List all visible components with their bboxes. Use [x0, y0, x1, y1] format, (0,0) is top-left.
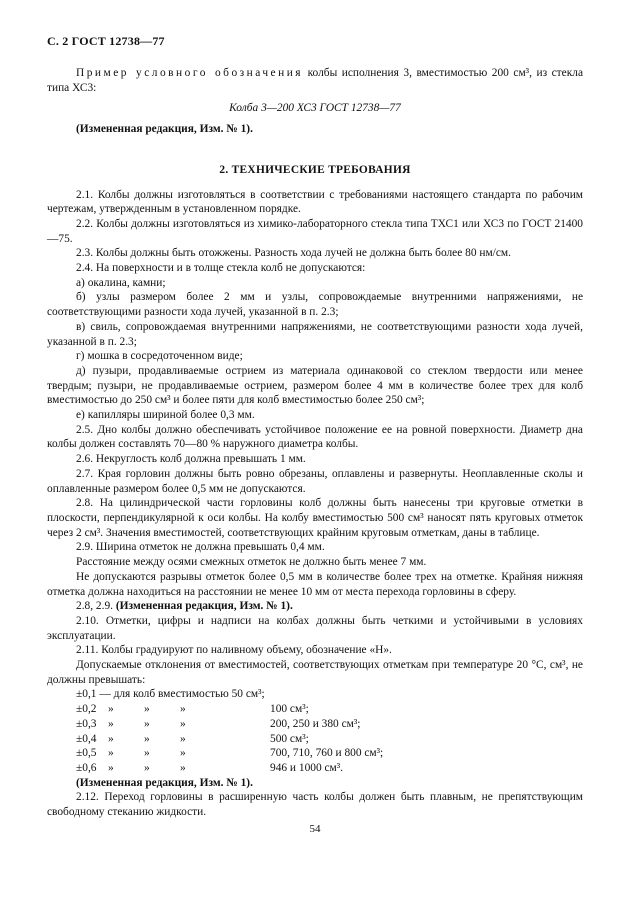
ditto-mark: »: [144, 732, 150, 745]
example-label: Пример условного обозначения: [76, 67, 304, 79]
designation-example: [47, 66, 583, 95]
example-text: колбы исполнения 3, вместимостью 200 см³, из стекла типа ХС3:: [47, 67, 583, 94]
paragraph: 2.1. Колбы должны изготовляться в соответствии с требованиями настоящего стандарта по рабочим чертежам, утвержденным в установленном порядке.: [47, 188, 583, 216]
page-number: 54: [309, 823, 321, 835]
paragraph: Расстояние между осями смежных отметок не должно быть менее 7 мм.: [76, 556, 427, 569]
paragraph: 2.12. Переход горловины в расширенную часть колбы должен быть плавным, не препятствующим свободному стеканию жидкости.: [47, 791, 583, 819]
tolerance-value: ±0,6: [76, 761, 97, 774]
paragraph: 2.6. Некруглость колб должна превышать 1 мм.: [76, 453, 306, 466]
tolerance-value: ±0,5: [76, 747, 97, 760]
ditto-mark: »: [108, 747, 114, 760]
paragraph: 2.7. Края горловин должны быть ровно обрезаны, оплавлены и развернуты. Неоплавленные сколы и оплавленные размером более 0,5 мм не допускаются.: [47, 467, 583, 495]
designation-formula: Колба 3—200 ХС3 ГОСТ 12738—77: [229, 102, 401, 115]
tolerance-row: [76, 746, 583, 761]
ditto-mark: »: [144, 717, 150, 730]
amendment-note: [47, 599, 583, 614]
tolerance-row: [76, 761, 583, 776]
paragraph: 2.8. На цилиндрической части горловины колб должны быть нанесены три круговые отметки в плоскости, перпендикулярной к оси колбы. На колбу вместимостью 500 см³ наносят пять круговых отметок через 2 см³. Значения вместимостей, соответствующих крайним круговым отметкам, даны в таблице.: [47, 497, 583, 539]
ditto-mark: »: [108, 732, 114, 745]
tolerance-row: [76, 732, 583, 747]
ditto-mark: »: [180, 703, 186, 716]
tolerance-row: ±0,1 — для колб вместимостью 50 см³;: [76, 688, 265, 701]
paragraph: Допускаемые отклонения от вместимостей, соответствующих отметкам при температуре 20 °С, см³, не должны превышать:: [47, 659, 583, 686]
paragraph: 2.11. Колбы градуируют по наливному объему, обозначение «Н».: [76, 644, 392, 657]
list-item: в) свиль, сопровождаемая внутренними напряжениями, не соответствующими разности хода лучей, указанной в п. 2.3;: [47, 320, 583, 348]
ditto-mark: »: [108, 703, 114, 716]
list-item: д) пузыри, продавливаемые острием из материала одинаковой со стеклом твердости или менее твердым; пузыри, не продавливаемые острием, размером более 4 мм в количестве более трех для колб вместимостью до 250 см³ и более пяти для колб вместимостью более 250 см³;: [47, 364, 583, 407]
ditto-mark: »: [144, 747, 150, 760]
list-item: б) узлы размером более 2 мм и узлы, сопровождаемые внутренними напряжениями, не соответствующими разности хода лучей, указанной в п. 2.3;: [47, 291, 583, 319]
volume-value: 946 и 1000 см³.: [270, 761, 344, 774]
ditto-mark: »: [108, 717, 114, 730]
list-item: е) капилляры шириной более 0,3 мм.: [76, 409, 255, 422]
paragraph: 2.9. Ширина отметок не должна превышать 0,4 мм.: [76, 541, 325, 554]
volume-value: 700, 710, 760 и 800 см³;: [270, 747, 384, 760]
paragraph: 2.3. Колбы должны быть отожжены. Разность хода лучей не должна быть более 80 нм/см.: [76, 247, 511, 260]
ditto-mark: »: [144, 703, 150, 716]
note-text: (Измененная редакция, Изм. № 1).: [115, 600, 293, 613]
section-title: 2. ТЕХНИЧЕСКИЕ ТРЕБОВАНИЯ: [219, 163, 411, 176]
list-item: а) окалина, камни;: [76, 276, 166, 289]
document-body: [47, 66, 583, 820]
list-item: г) мошка в сосредоточенном виде;: [76, 350, 243, 363]
paragraph: Не допускаются разрывы отметок более 0,5 мм в количестве более трех на отметке. Крайняя нижняя отметка должна находиться на расстоянии не менее 10 мм от места перехода горловины в сферу.: [47, 570, 583, 598]
note-prefix: 2.8, 2.9.: [76, 600, 116, 613]
amendment-note: (Измененная редакция, Изм. № 1).: [76, 123, 253, 136]
volume-value: 100 см³;: [270, 703, 309, 716]
ditto-mark: »: [180, 717, 186, 730]
paragraph: 2.4. На поверхности и в толще стекла колб не допускаются:: [76, 262, 366, 275]
volume-value: 200, 250 и 380 см³;: [270, 717, 361, 730]
tolerance-row: [76, 702, 583, 717]
page-header: С. 2 ГОСТ 12738—77: [47, 34, 165, 48]
amendment-note: (Измененная редакция, Изм. № 1).: [76, 776, 253, 789]
paragraph: 2.10. Отметки, цифры и надписи на колбах должны быть четкими и устойчивыми в условиях эксплуатации.: [47, 614, 583, 642]
ditto-mark: »: [108, 761, 114, 774]
ditto-mark: »: [180, 747, 186, 760]
paragraph: 2.5. Дно колбы должно обеспечивать устойчивое положение ее на ровной поверхности. Диаметр дна колбы должен составлять 70—80 % наружного диаметра колбы.: [47, 423, 583, 451]
tolerance-value: ±0,2: [76, 703, 97, 716]
tolerance-value: ±0,3: [76, 717, 97, 730]
tolerance-value: ±0,4: [76, 732, 97, 745]
ditto-mark: »: [180, 761, 186, 774]
ditto-mark: »: [144, 761, 150, 774]
volume-value: 500 см³;: [270, 732, 309, 745]
ditto-mark: »: [180, 732, 186, 745]
tolerance-row: [76, 717, 583, 732]
paragraph: 2.2. Колбы должны изготовляться из химико-лабораторного стекла типа ТХС1 или ХС3 по ГОСТ 21400—75.: [47, 217, 583, 245]
